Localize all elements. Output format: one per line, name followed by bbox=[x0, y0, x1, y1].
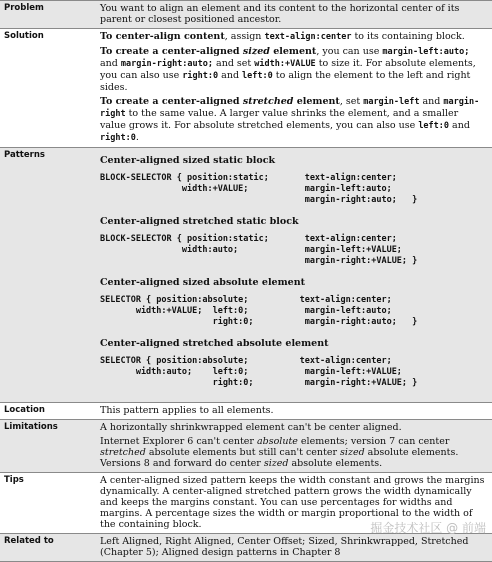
solution-paragraph-2: To create a center-aligned sized element, you can use margin-left:auto; and margin-right:auto; and set width:+VALUE to size it. For absolute elements, you can also use right:0 and left:0 to align the element to the left and right sides. bbox=[100, 46, 476, 93]
problem-text: You want to align an element and its content to the horizontal center of its parent or closest positioned ancestor. bbox=[100, 3, 460, 25]
location-text: This pattern applies to all elements. bbox=[100, 405, 274, 416]
row-patterns bbox=[0, 148, 492, 403]
row-label-solution: Solution bbox=[4, 31, 44, 41]
solution-paragraph-3: To create a center-aligned stretched element, set margin-left and margin-right to the same value. A larger value shrinks the element, and a smaller value grows it. For absolute stretched elements, you can also use left:0 and right:0. bbox=[100, 96, 480, 143]
row-solution bbox=[0, 29, 492, 148]
row-location bbox=[0, 403, 492, 420]
row-limitations bbox=[0, 420, 492, 473]
row-related bbox=[0, 534, 492, 562]
limitations-text: A horizontally shrinkwrapped element can't be center aligned. Internet Explorer 6 can't center absolute elements; version 7 can center stretched absolute elements but still can't center sized absolute elements. Versions 8 and forward do center sized absolute elements. bbox=[100, 422, 459, 469]
related-text: Left Aligned, Right Aligned, Center Offset; Sized, Shrinkwrapped, Stretched (Chapter 5); Aligned design patterns in Chapter 8 bbox=[100, 536, 469, 558]
row-label-tips: Tips bbox=[4, 475, 24, 485]
patterns-content bbox=[88, 148, 492, 402]
pattern-title: Center-aligned stretched static block bbox=[100, 216, 299, 227]
pattern-code: SELECTOR { position:absolute; text-align:center; width:auto; left:0; margin-left:+VALUE; right:0; margin-right:+VALUE; } bbox=[100, 356, 418, 388]
pattern-title: Center-aligned sized absolute element bbox=[100, 277, 305, 288]
solution-text bbox=[88, 29, 492, 147]
row-label-limitations: Limitations bbox=[4, 422, 58, 432]
row-label-location: Location bbox=[4, 405, 45, 415]
solution-paragraph-1: To center-align content, assign text-align:center to its containing block. bbox=[100, 31, 465, 42]
row-problem bbox=[0, 0, 492, 29]
row-label-problem: Problem bbox=[4, 3, 44, 13]
row-label-patterns: Patterns bbox=[4, 150, 45, 160]
pattern-code: SELECTOR { position:absolute; text-align:center; width:+VALUE; left:0; margin-left:auto; right:0; margin-right:auto; } bbox=[100, 295, 418, 327]
watermark: 掘金技术社区 @ 前端 bbox=[370, 521, 486, 535]
pattern-title: Center-aligned stretched absolute element bbox=[100, 338, 329, 349]
pattern-title: Center-aligned sized static block bbox=[100, 155, 276, 166]
pattern-code: BLOCK-SELECTOR { position:static; text-align:center; width:+VALUE; margin-left:auto; margin-right:auto; } bbox=[100, 173, 418, 205]
tips-text: A center-aligned sized pattern keeps the width constant and grows the margins dynamically. A center-aligned stretched pattern grows the width dynamically and keeps the margins constant. You can use percentages for widths and margins. A percentage sizes the width or margin proportional to the width of the containing block. bbox=[100, 475, 485, 530]
row-label-related: Related to bbox=[4, 536, 54, 546]
pattern-code: BLOCK-SELECTOR { position:static; text-align:center; width:auto; margin-left:+VALUE; margin-right:+VALUE; } bbox=[100, 234, 418, 266]
